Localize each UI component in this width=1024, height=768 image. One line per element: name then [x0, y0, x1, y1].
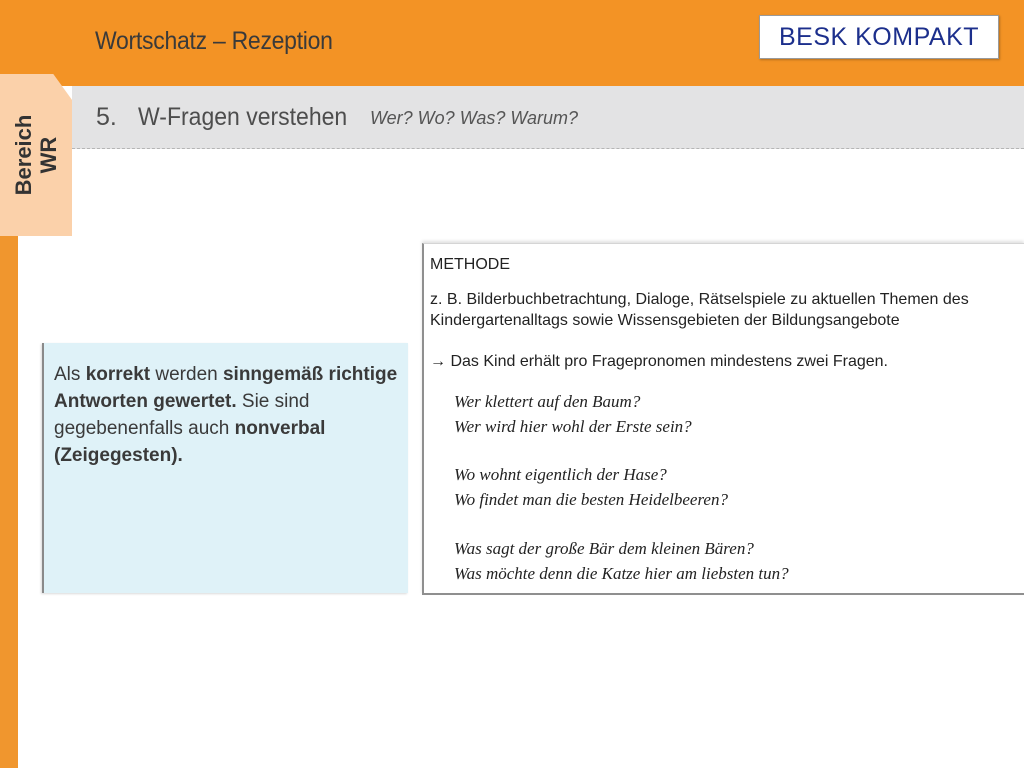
bereich-label-line1: Bereich: [11, 114, 36, 196]
scoring-note-box: [42, 343, 408, 593]
question-item: Wer klettert auf den Baum?: [454, 392, 641, 411]
question-group-wer: [454, 389, 1014, 439]
method-rule: → Das Kind erhält pro Fragepronomen mindestens zwei Fragen.: [430, 353, 888, 370]
brand-text: BESK KOMPAKT: [778, 22, 980, 51]
page-title: Wortschatz – Rezeption: [95, 27, 333, 55]
bereich-label-line2: WR: [36, 136, 61, 174]
note-emphasis: sinngemäß richtige Antworten gewertet.: [54, 364, 398, 412]
method-panel: [422, 243, 1024, 595]
note-segment: Sie sind gegebenenfalls auch: [54, 391, 310, 439]
question-item: Was sagt der große Bär dem kleinen Bären?: [454, 539, 754, 558]
section-subtitle-bar: [72, 86, 1024, 149]
note-emphasis: nonverbal (Zeigegesten).: [54, 418, 326, 466]
question-group-wo: [454, 462, 1014, 512]
question-item: Wo findet man die besten Heidelbeeren?: [454, 490, 728, 509]
bereich-label: [11, 115, 61, 196]
note-emphasis: korrekt: [85, 364, 151, 385]
section-questions: Wer? Wo? Was? Warum?: [370, 108, 579, 128]
question-group-was: [454, 536, 1014, 586]
method-intro: z. B. Bilderbuchbetrachtung, Dialoge, Rätselspiele zu aktuellen Themen des Kindergartenalltags sowie Wissensgebieten der Bildungsangebote: [430, 291, 969, 329]
brand-badge: [759, 15, 999, 59]
scoring-note-text: [54, 361, 399, 469]
method-heading: METHODE: [430, 256, 510, 273]
note-segment: Als: [54, 364, 86, 385]
note-segment: werden: [150, 364, 223, 385]
header-bar: [0, 0, 1024, 86]
section-number: 5.: [96, 103, 117, 131]
question-item: Wo wohnt eigentlich der Hase?: [454, 465, 667, 484]
question-item: Was möchte denn die Katze hier am liebsten tun?: [454, 564, 789, 583]
section-title: W-Fragen verstehen: [138, 103, 348, 131]
question-item: Wer wird hier wohl der Erste sein?: [454, 417, 692, 436]
